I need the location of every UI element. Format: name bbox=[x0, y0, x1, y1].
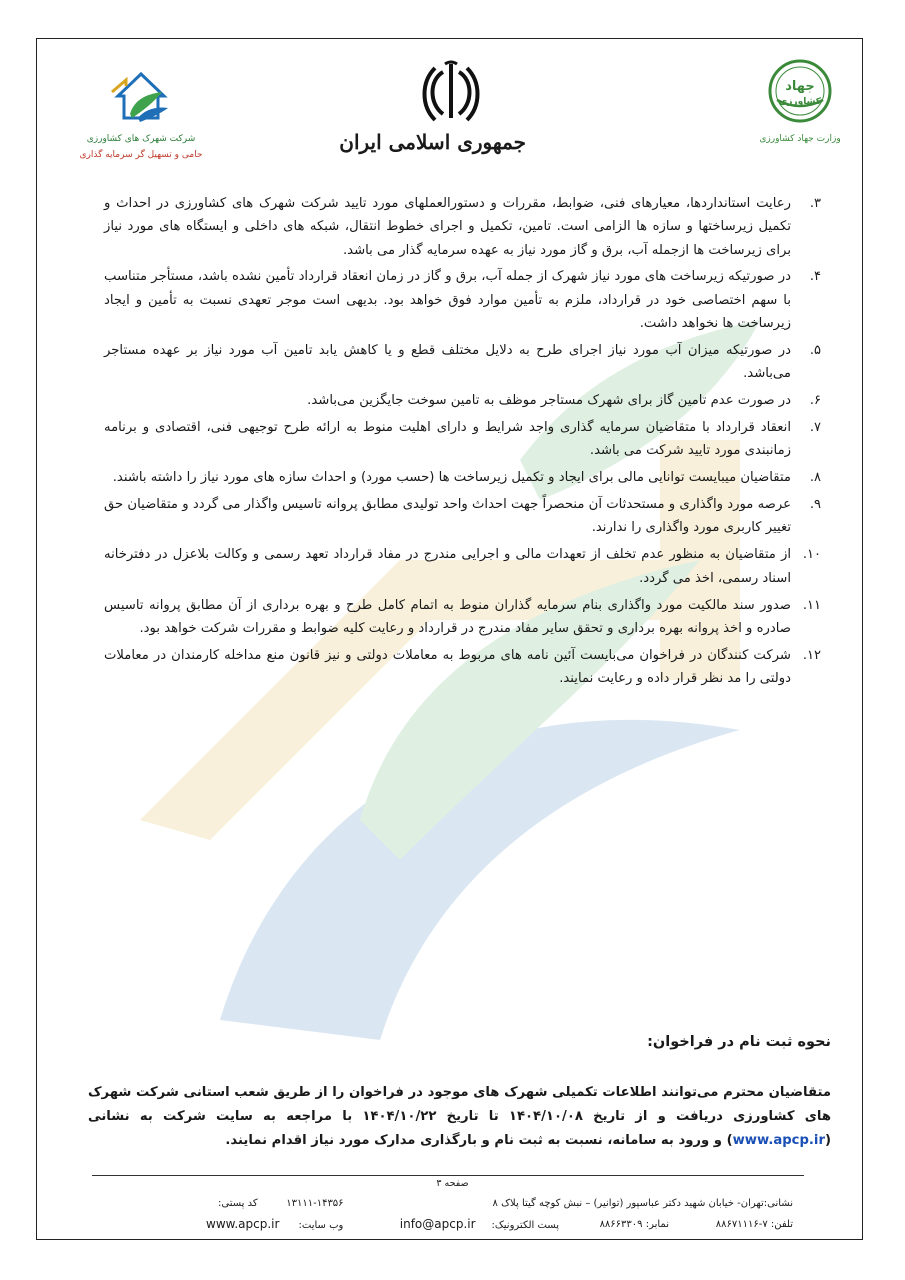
clause-text: شرکت کنندگان در فراخوان می‌بایست آئین نامه های مربوط به معاملات دولتی و نیز قانون منع مداخله کارمندان در معاملات دولتی را مد نظر قرار داده و رعایت نمایند. bbox=[104, 647, 791, 686]
clause-number: ۶. bbox=[809, 393, 821, 409]
clause-text: در صورتیکه زیرساخت های مورد نیاز شهرک از جمله آب، برق و گاز در زمان انعقاد قرارداد تأمین نشده باشد، مستأجر متناسب با سهم اختصاصی خود در قرارداد، ملزم به تأمین موارد فوق خواهد بود. بدیهی است موجر تعهدی نسبت به تأمین و ایجاد زیرساخت ها نخواهد داشت. bbox=[104, 269, 791, 332]
clause-number: ۱۰. bbox=[802, 547, 821, 563]
clause-item bbox=[104, 192, 819, 262]
apcp-logo bbox=[76, 66, 206, 160]
page-number: صفحه ۳ bbox=[436, 1178, 469, 1189]
jahad-logo bbox=[755, 56, 845, 144]
clause-item bbox=[104, 416, 819, 463]
clauses-list bbox=[104, 192, 819, 694]
footer-phone: تلفن: ۷-۸۸۶۷۱۱۱۶ bbox=[715, 1219, 793, 1230]
footer-divider bbox=[92, 1175, 804, 1176]
footer-email bbox=[400, 1217, 559, 1231]
web-label: وب سایت: bbox=[298, 1220, 344, 1231]
clause-item bbox=[104, 466, 819, 489]
clause-text: عرصه مورد واگذاری و مستحدثات آن منحصراً جهت احداث واحد تولیدی مطابق پروانه تاسیس واگذار می گردد و متقاضیان حق تغییر کاربری مورد واگذاری را ندارند. bbox=[104, 497, 791, 536]
clause-item bbox=[104, 265, 819, 335]
registration-title: نحوه ثبت نام در فراخوان: bbox=[647, 1034, 831, 1050]
jahad-logo-text-top: جهاد bbox=[785, 79, 815, 94]
clause-number: ۷. bbox=[809, 420, 821, 436]
clause-item bbox=[104, 594, 819, 641]
postal-code: ۱۳۱۱۱-۱۴۳۵۶ bbox=[286, 1198, 344, 1209]
footer-address: نشانی:تهران- خیابان شهید دکتر عباسپور (توانیر) – نبش کوچه گیتا پلاک ۸ bbox=[492, 1198, 793, 1209]
clause-number: ۹. bbox=[809, 497, 821, 513]
jahad-emblem-icon bbox=[765, 56, 835, 126]
clause-text: از متقاضیان به منظور عدم تخلف از تعهدات مالی و اجرایی مندرج در مفاد قرارداد تعهد رسمی و وکالت بلاعزل در دفترخانه اسناد رسمی، اخذ می گردد. bbox=[104, 547, 791, 586]
clause-item bbox=[104, 644, 819, 691]
apcp-caption-company: شرکت شهرک های کشاورزی bbox=[86, 134, 196, 144]
registration-text bbox=[88, 1081, 831, 1153]
registration-text-before: متقاضیان محترم می‌توانند اطلاعات تکمیلی شهرک های موجود در فراخوان را از طریق شعب استانی شرکت شهرک های کشاورزی دریافت و از تاریخ ۱۴۰۴/۱۰/۰۸ تا تاریخ ۱۴۰۴/۱۰/۲۲ با مراجعه به سایت شرکت به نشانی ( bbox=[88, 1085, 831, 1148]
clause-number: ۸. bbox=[809, 470, 821, 486]
clause-item bbox=[104, 389, 819, 412]
apcp-emblem-icon bbox=[108, 66, 174, 126]
footer-web bbox=[206, 1217, 343, 1231]
clause-item bbox=[104, 493, 819, 540]
web-link[interactable]: www.apcp.ir bbox=[206, 1217, 280, 1231]
footer-postal bbox=[218, 1198, 344, 1209]
email-label: پست الکترونیک: bbox=[491, 1220, 559, 1231]
iran-emblem bbox=[339, 60, 526, 154]
clause-number: ۱۱. bbox=[802, 597, 821, 613]
clause-text: رعایت استانداردها، معیارهای فنی، ضوابط، مقررات و دستورالعملهای مورد تایید شرکت شهرک های کشاورزی در احداث و تکمیل زیرساختها و سازه ها الزامی است. تامین، تکمیل و اجرای خطوط انتقال، شبکه های داخلی و ایستگاه های مورد نیاز برای زیرساخت ها ازجمله آب، برق و گاز مورد نیاز به عهده سرمایه گذار می باشد. bbox=[104, 196, 791, 258]
clause-number: ۵. bbox=[809, 342, 821, 358]
clause-text: در صورتیکه میزان آب مورد نیاز اجرای طرح به دلایل مختلف قطع و یا کاهش یابد تامین آب مورد نیاز بر عهده مستاجر می‌باشد. bbox=[104, 342, 791, 382]
clause-item bbox=[104, 339, 819, 386]
registration-site-link[interactable]: www.apcp.ir bbox=[732, 1133, 825, 1148]
clause-item bbox=[104, 543, 819, 590]
jahad-logo-text-bottom: کشاورزی bbox=[779, 97, 821, 107]
letterhead bbox=[36, 38, 863, 178]
postal-label: کد پستی: bbox=[218, 1198, 258, 1209]
email-link[interactable]: info@apcp.ir bbox=[399, 1217, 476, 1231]
registration-text-after: ) و ورود به سامانه، نسبت به ثبت نام و بارگذاری مدارک مورد نیاز اقدام نمایند. bbox=[225, 1133, 733, 1148]
footer-fax: نمابر: ۸۸۶۶۳۳۰۹ bbox=[599, 1219, 669, 1230]
clause-text: صدور سند مالکیت مورد واگذاری بنام سرمایه گذاران منوط به اتمام کامل طرح و بهره برداری از آن مطابق پروانه تاسیس صادره و اخذ پروانه بهره برداری و تحقق سایر مفاد مندرج در قرارداد و رعایت کلیه ضوابط و مقررات شرکت خواهد بود. bbox=[104, 597, 791, 636]
clause-text: در صورت عدم تامین گاز برای شهرک مستاجر موظف به تامین سوخت جایگزین می‌باشد. bbox=[307, 393, 791, 409]
clause-number: ۴. bbox=[809, 269, 821, 285]
clause-text: متقاضیان میبایست توانایی مالی برای ایجاد و تکمیل زیرساخت ها (حسب مورد) و احداث سازه های مورد نیاز را داشته باشند. bbox=[112, 470, 791, 486]
apcp-caption-slogan: حامی و تسهیل گر سرمایه گذاری bbox=[79, 150, 203, 160]
ministry-caption: وزارت جهاد کشاورزی bbox=[759, 134, 841, 144]
iran-caption: جمهوری اسلامی ایران bbox=[339, 130, 526, 154]
clause-number: ۱۲. bbox=[802, 647, 821, 663]
iran-emblem-icon bbox=[421, 60, 481, 124]
clause-number: ۳. bbox=[809, 196, 821, 211]
clause-text: انعقاد قرارداد با متقاضیان سرمایه گذاری واجد شرایط و دارای اهلیت منوط به ارائه طرح توجیهی فنی، اقتصادی و برنامه زمانبندی مورد تایید شرکت می باشد. bbox=[104, 420, 791, 459]
